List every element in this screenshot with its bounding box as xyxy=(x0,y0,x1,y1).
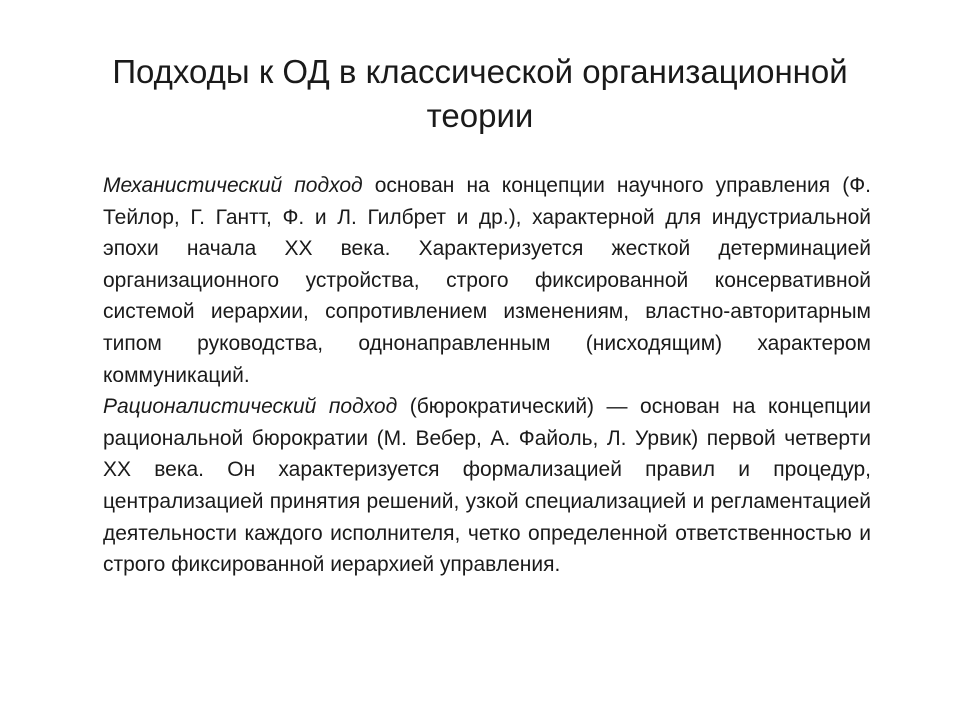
term-rationalistic-approach: Рационалистический подход xyxy=(103,395,398,419)
slide-title: Подходы к ОД в классической организационной теории xyxy=(112,53,848,134)
paragraph-mechanistic-approach xyxy=(103,170,871,391)
term-mechanistic-approach: Механистический подход xyxy=(103,174,363,197)
paragraph-text-mechanistic-approach: основан на концепции научного управления (Ф. Тейлор, Г. Гантт, Ф. и Л. Гилбрет и др.), характерной для индустриальной эпохи начала XX века. Характеризуется жесткой детерминацией организационного устройства, строго фиксированной консервативной системой иерархии, сопротивлением изменениям, властно-авторитарным типом руководства, однонаправленным (нисходящим) характером коммуникаций. xyxy=(103,174,871,387)
slide-body xyxy=(103,170,871,581)
paragraph-rationalistic-approach xyxy=(103,391,871,581)
paragraph-text-rationalistic-approach: (бюрократический) — основан на концепции рациональной бюрократии (М. Вебер, А. Файоль, Л. Урвик) первой четверти XX века. Он характеризуется формализацией правил и процедур, централизацией принятия решений, узкой специализацией и регламентацией деятельности каждого исполнителя, четко определенной ответственностью и строго фиксированной иерархией управления. xyxy=(103,395,871,577)
